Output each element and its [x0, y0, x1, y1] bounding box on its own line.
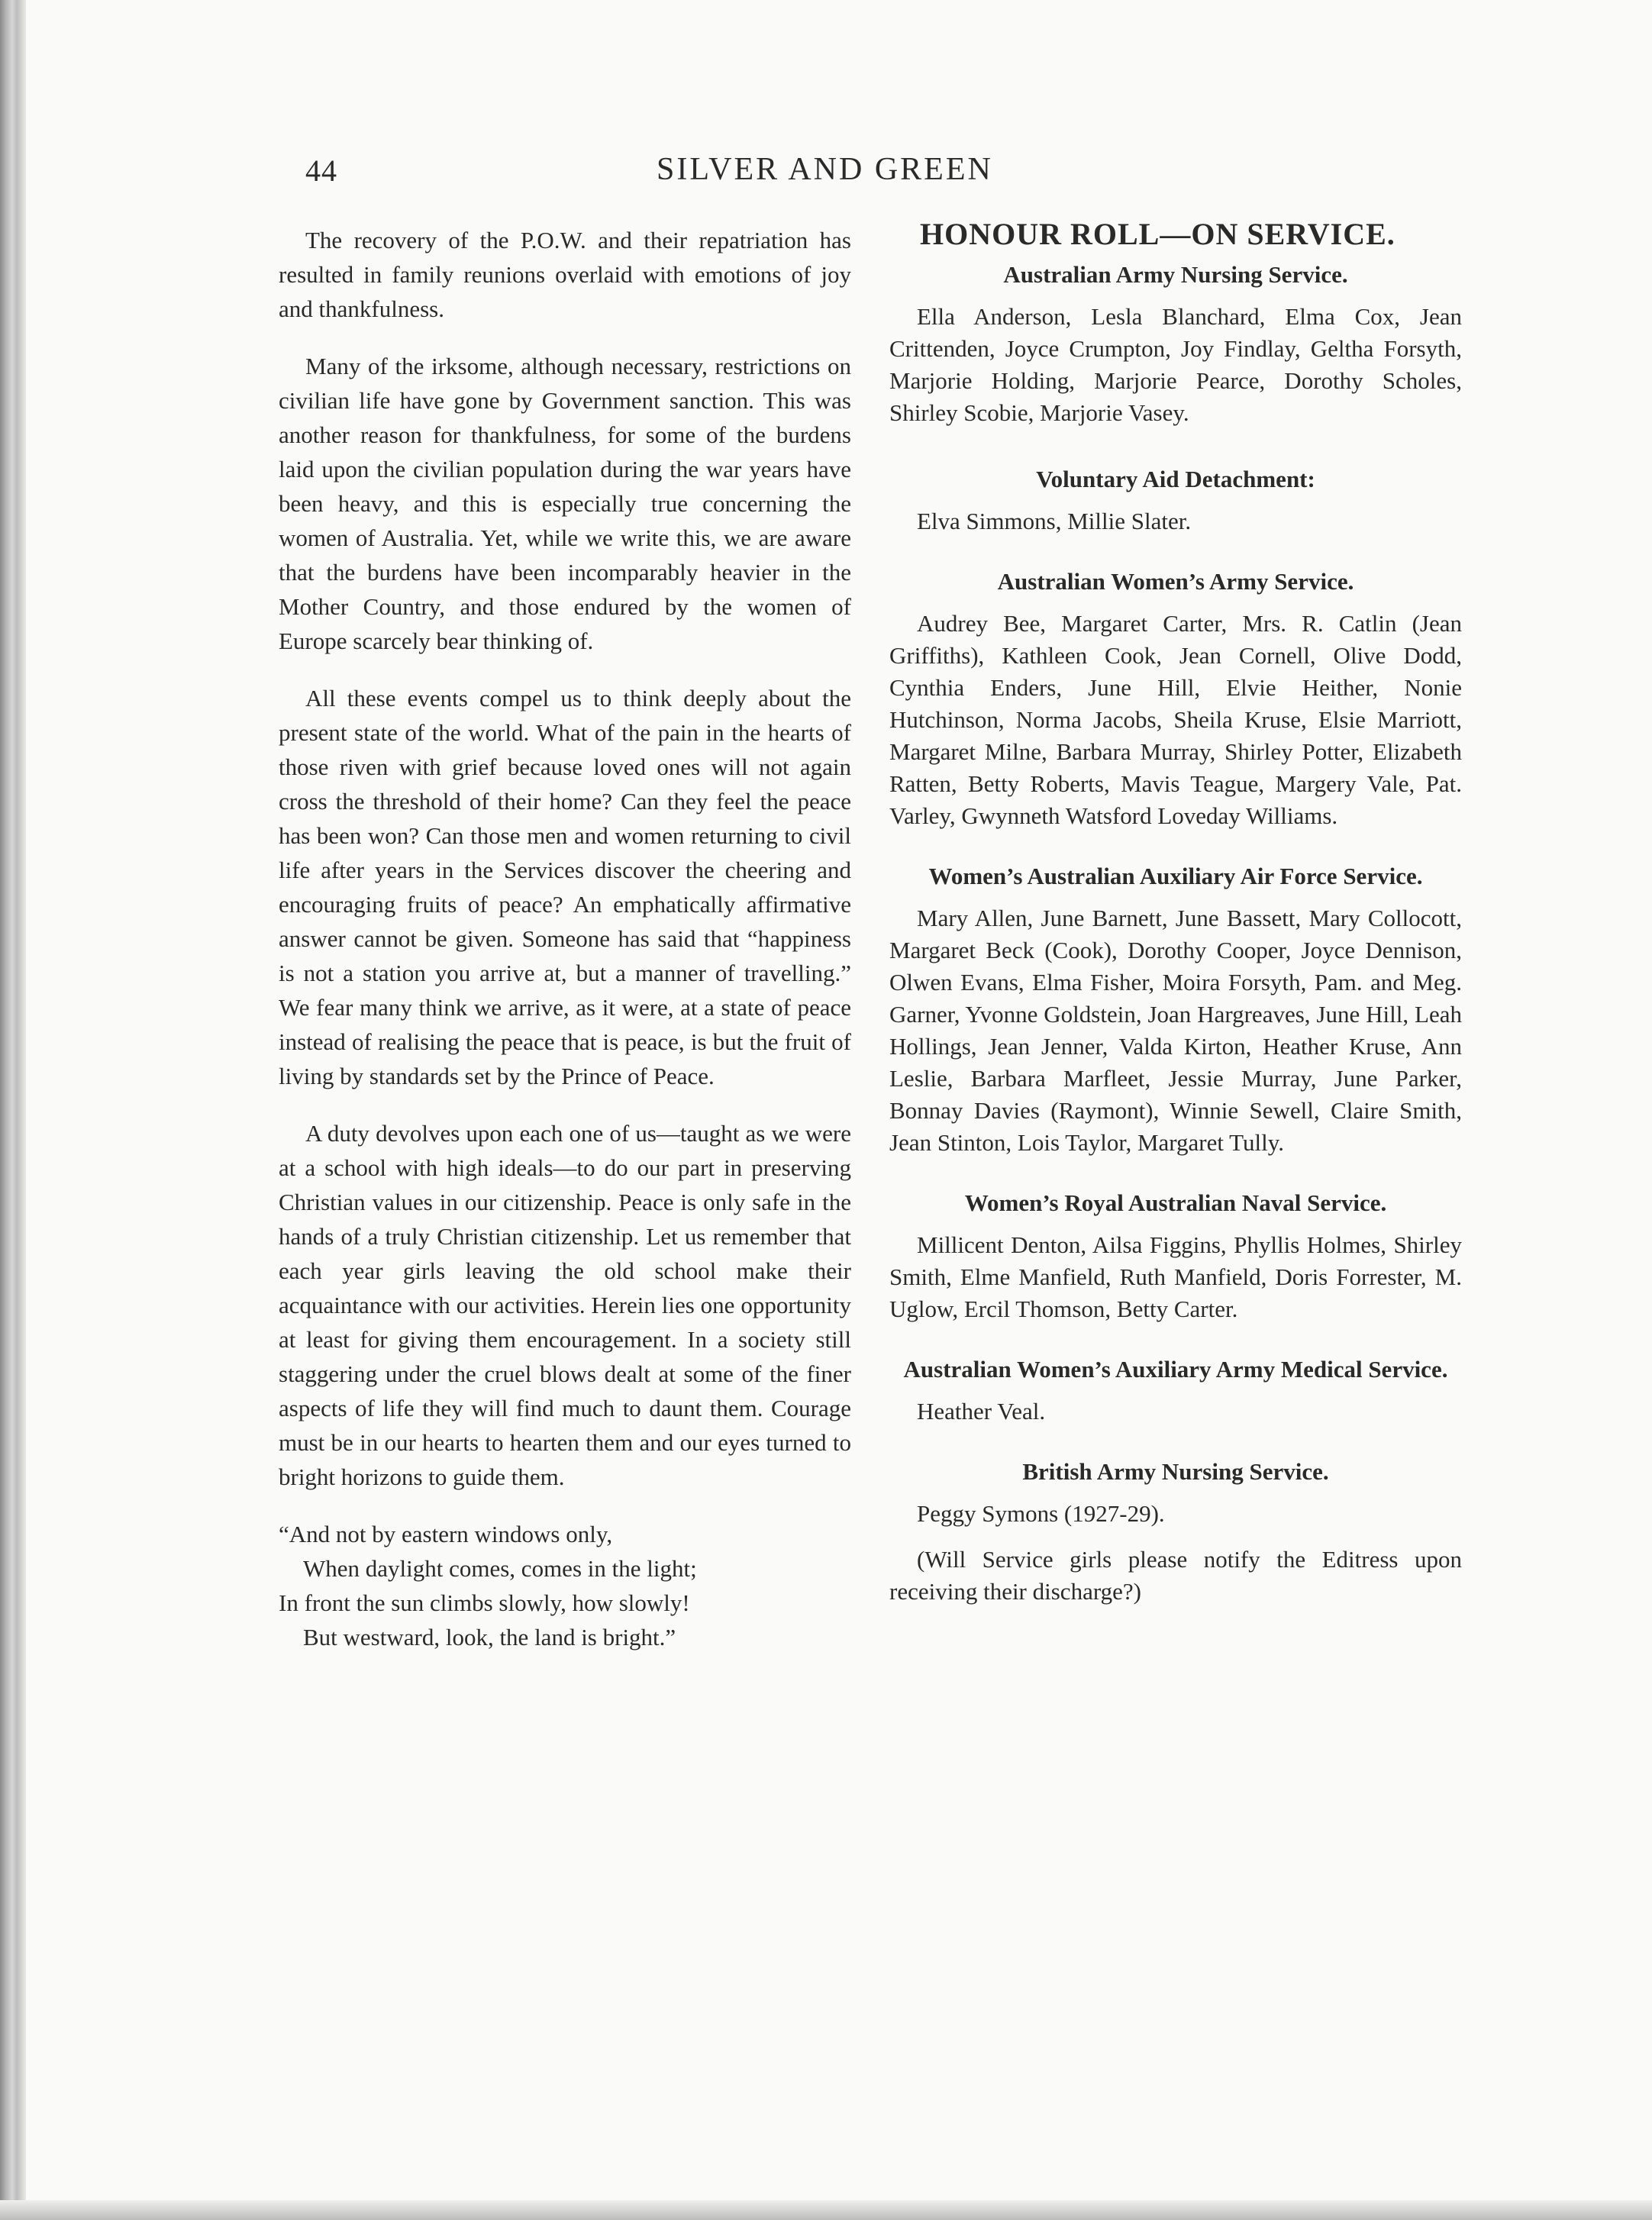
poem-line: In front the sun climbs slowly, how slowly! [279, 1589, 690, 1616]
section-names: Millicent Denton, Ailsa Figgins, Phyllis Holmes, Shirley Smith, Elme Manfield, Ruth Manfield, Doris Forrester, M. Uglow, Ercil Thomson, Betty Carter. [889, 1231, 1462, 1322]
section-heading: Voluntary Aid Detachment: [1036, 466, 1315, 492]
section-names: Ella Anderson, Lesla Blanchard, Elma Cox, Jean Crittenden, Joyce Crumpton, Joy Findlay, Geltha Forsyth, Marjorie Holding, Marjorie Pearce, Dorothy Scholes, Shirley Scobie, Marjorie Vasey. [889, 303, 1462, 426]
section-heading: Australian Women’s Auxiliary Army Medical Service. [903, 1356, 1448, 1383]
honour-section [889, 1353, 1462, 1428]
paragraph: The recovery of the P.O.W. and their repatriation has resulted in family reunions overlaid with emotions of joy and thankfulness. [279, 227, 851, 322]
section-names: Mary Allen, June Barnett, June Bassett, Mary Collocott, Margaret Beck (Cook), Dorothy Cooper, Joyce Dennison, Olwen Evans, Elma Fisher, Moira Forsyth, Pam. and Meg. Garner, Yvonne Goldstein, Joan Hargreaves, June Hill, Leah Hollings, Jean Jenner, Valda Kirton, Heather Kruse, Ann Leslie, Barbara Marfleet, Jessie Murray, June Parker, Bonnay Davies (Raymont), Winnie Sewell, Claire Smith, Jean Stinton, Lois Taylor, Margaret Tully. [889, 905, 1462, 1156]
section-heading: Australian Army Nursing Service. [1003, 261, 1348, 288]
honour-section [889, 258, 1462, 429]
honour-section [889, 1455, 1462, 1530]
section-heading: Australian Women’s Army Service. [997, 568, 1354, 595]
section-heading: Women’s Royal Australian Naval Service. [964, 1189, 1387, 1216]
honour-section [889, 565, 1462, 832]
section-names: Heather Veal. [917, 1398, 1046, 1425]
section-heading: Women’s Australian Auxiliary Air Force Service. [928, 863, 1423, 889]
section-names: Peggy Symons (1927-29). [917, 1500, 1165, 1527]
running-title: SILVER AND GREEN [657, 152, 993, 187]
paragraph: Many of the irksome, although necessary, restrictions on civilian life have gone by Government sanction. This was another reason for thankfulness, for some of the burdens laid upon the civilian population during the war years have been heavy, and this is especially true concerning the women of Australia. Yet, while we write this, we are aware that the burdens have been incomparably heavier in the Mother Country, and those endured by the women of Europe scarcely bear thinking of. [279, 353, 851, 654]
page-binding-edge [0, 0, 26, 2220]
paragraph: All these events compel us to think deeply about the present state of the world. What of the pain in the hearts of those riven with grief because loved ones will not again cross the threshold of their home? Can they feel the peace has been won? Can those men and women returning to civil life after years in the Services discover the cheering and encouraging fruits of peace? An emphatically affirmative answer cannot be given. Someone has said that “happiness is not a station you arrive at, but a manner of travelling.” We fear many think we arrive, as it were, at a state of peace instead of realising the peace that is peace, is but the fruit of living by standards set by the Prince of Peace. [279, 685, 851, 1089]
honour-section [889, 463, 1462, 537]
right-column [889, 218, 1462, 1608]
paragraph: A duty devolves upon each one of us—taught as we were at a school with high ideals—to do our part in preserving Christian values in our citizenship. Peace is only safe in the hands of a truly Christian citizenship. Let us remember that each year girls leaving the old school make their acquaintance with our activities. Herein lies one opportunity at least for giving them encouragement. In a society still staggering under the cruel blows dealt at some of the finer aspects of life they will find much to daunt them. Courage must be in our hearts to hearten them and our eyes turned to bright horizons to guide them. [279, 1120, 851, 1490]
poem-line: When daylight comes, comes in the light; [303, 1555, 697, 1582]
section-names: Elva Simmons, Millie Slater. [917, 508, 1192, 534]
left-column [279, 223, 851, 1654]
section-heading: British Army Nursing Service. [1022, 1458, 1329, 1485]
poem-quote [279, 1517, 851, 1654]
poem-line: But westward, look, the land is bright.” [303, 1624, 676, 1650]
honour-roll-heading: HONOUR ROLL—ON SERVICE. [920, 217, 1395, 251]
poem-line: “And not by eastern windows only, [279, 1521, 613, 1547]
page-number: 44 [305, 153, 337, 188]
editress-note: (Will Service girls please notify the Editress upon receiving their discharge?) [889, 1546, 1462, 1605]
page-bottom-edge [0, 2200, 1652, 2220]
section-names: Audrey Bee, Margaret Carter, Mrs. R. Catlin (Jean Griffiths), Kathleen Cook, Jean Cornell, Olive Dodd, Cynthia Enders, June Hill, Elvie Heither, Nonie Hutchinson, Norma Jacobs, Sheila Kruse, Elsie Marriott, Margaret Milne, Barbara Murray, Shirley Potter, Elizabeth Ratten, Betty Roberts, Mavis Teague, Margery Vale, Pat. Varley, Gwynneth Watsford Loveday Williams. [889, 610, 1462, 829]
honour-section [889, 1186, 1462, 1325]
honour-section [889, 860, 1462, 1159]
